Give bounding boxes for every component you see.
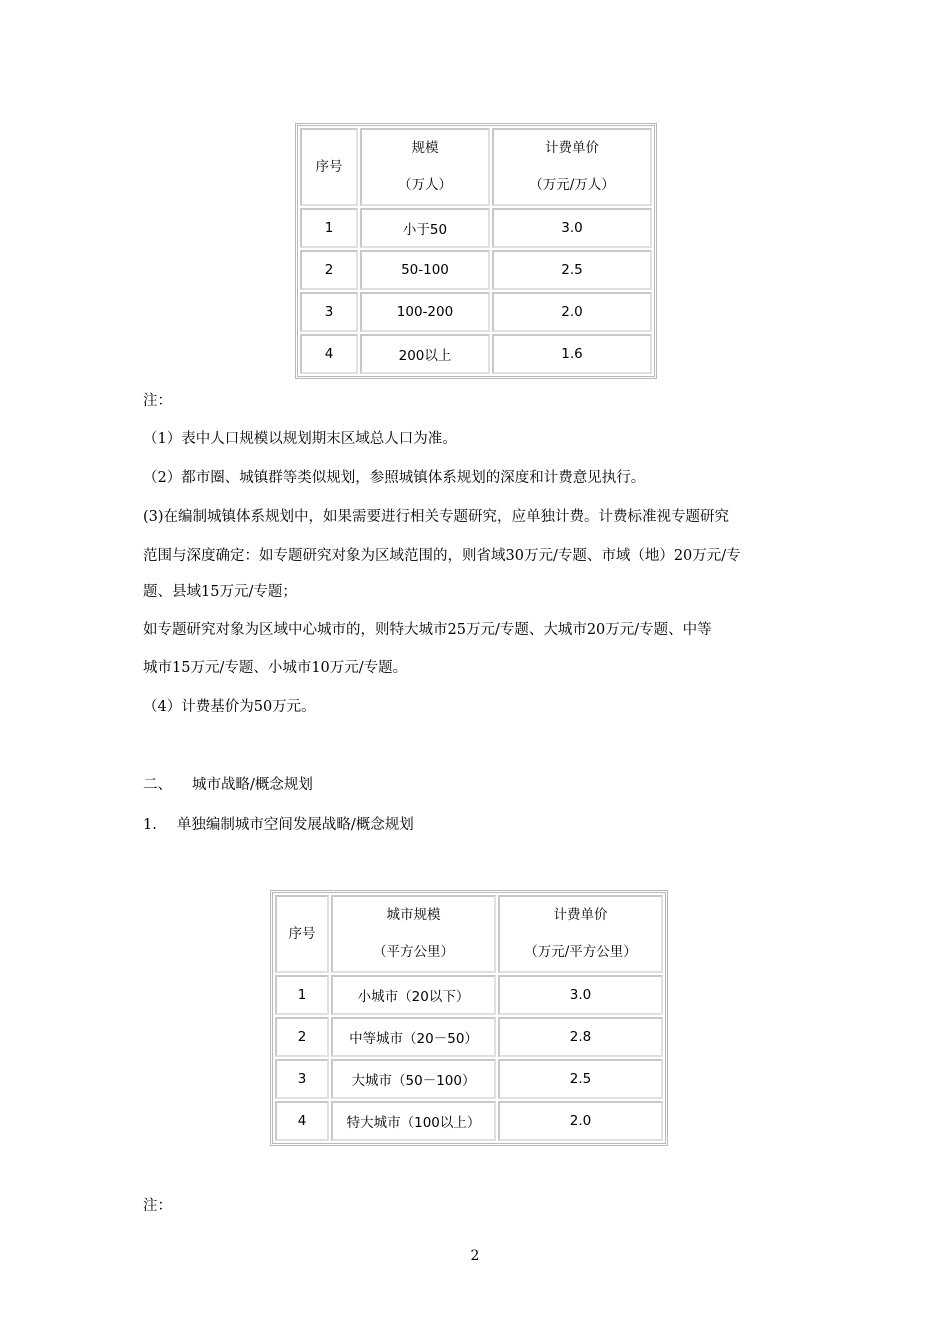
row-scale: 特大城市（100以上） (331, 1101, 496, 1141)
row-index: 4 (275, 1101, 329, 1141)
row-price: 2.0 (492, 292, 652, 332)
notes-label-2: 注： (143, 1198, 172, 1214)
row-price: 2.5 (492, 250, 652, 290)
table-row (275, 1101, 663, 1141)
row-scale: 小于50 (360, 208, 490, 248)
row-scale: 中等城市（20－50） (331, 1017, 496, 1057)
section-heading-text: 城市战略/概念规划 (192, 777, 313, 793)
table-row (300, 292, 652, 332)
row-scale: 100-200 (360, 292, 490, 332)
row-index: 1 (275, 975, 329, 1015)
table-header-row (300, 128, 652, 206)
row-index: 2 (275, 1017, 329, 1057)
header-scale-line2: （平方公里） (373, 944, 454, 960)
header-scale (331, 895, 496, 973)
row-scale: 小城市（20以下） (331, 975, 496, 1015)
table-row (300, 208, 652, 248)
note-3-line5: 城市15万元/专题、小城市10万元/专题。 (143, 660, 408, 676)
header-price-line1: 计费单价 (553, 907, 608, 923)
header-price-line2: （万元/万人） (529, 177, 615, 193)
row-price: 3.0 (498, 975, 663, 1015)
note-3-line2: 范围与深度确定：如专题研究对象为区域范围的，则省域30万元/专题、市域（地）20万元/专 (143, 548, 741, 564)
row-price: 2.8 (498, 1017, 663, 1057)
subsection-heading-text: 单独编制城市空间发展战略/概念规划 (176, 817, 414, 833)
subsection-heading (143, 815, 414, 835)
row-index: 1 (300, 208, 358, 248)
row-price: 2.0 (498, 1101, 663, 1141)
header-scale (360, 128, 490, 206)
table-row (275, 975, 663, 1015)
row-price: 1.6 (492, 334, 652, 374)
table-row (300, 250, 652, 290)
note-3-line3: 题、县域15万元/专题； (143, 584, 297, 600)
header-scale-line1: 规模 (411, 140, 439, 156)
header-scale-line1: 城市规模 (386, 907, 441, 923)
row-scale: 50-100 (360, 250, 490, 290)
city-area-fee-table (270, 890, 668, 1146)
population-fee-table (295, 123, 657, 379)
note-3-line1: (3)在编制城镇体系规划中，如果需要进行相关专题研究，应单独计费。计费标准视专题研究 (143, 509, 730, 525)
header-index: 序号 (275, 895, 329, 973)
header-price-line2: （万元/平方公里） (524, 944, 637, 960)
header-price-line1: 计费单价 (545, 140, 599, 156)
row-index: 3 (275, 1059, 329, 1099)
note-4: （4）计费基价为50万元。 (143, 699, 316, 715)
section-heading (143, 775, 313, 795)
header-price (498, 895, 663, 973)
header-scale-line2: （万人） (398, 177, 452, 193)
table-row (275, 1017, 663, 1057)
table-row (300, 334, 652, 374)
table-row (275, 1059, 663, 1099)
row-index: 3 (300, 292, 358, 332)
row-index: 4 (300, 334, 358, 374)
table-header-row (275, 895, 663, 973)
row-price: 3.0 (492, 208, 652, 248)
header-index: 序号 (300, 128, 358, 206)
row-price: 2.5 (498, 1059, 663, 1099)
note-1: （1）表中人口规模以规划期末区域总人口为准。 (143, 431, 457, 447)
header-price (492, 128, 652, 206)
note-3-line4: 如专题研究对象为区域中心城市的，则特大城市25万元/专题、大城市20万元/专题、中等 (143, 622, 712, 638)
subsection-heading-number: 1. (143, 817, 157, 833)
section-heading-number: 二、 (143, 777, 172, 793)
page-number: 2 (470, 1248, 480, 1264)
notes-label: 注： (143, 393, 172, 409)
row-scale: 200以上 (360, 334, 490, 374)
note-2: （2）都市圈、城镇群等类似规划，参照城镇体系规划的深度和计费意见执行。 (143, 470, 646, 486)
row-scale: 大城市（50－100） (331, 1059, 496, 1099)
row-index: 2 (300, 250, 358, 290)
